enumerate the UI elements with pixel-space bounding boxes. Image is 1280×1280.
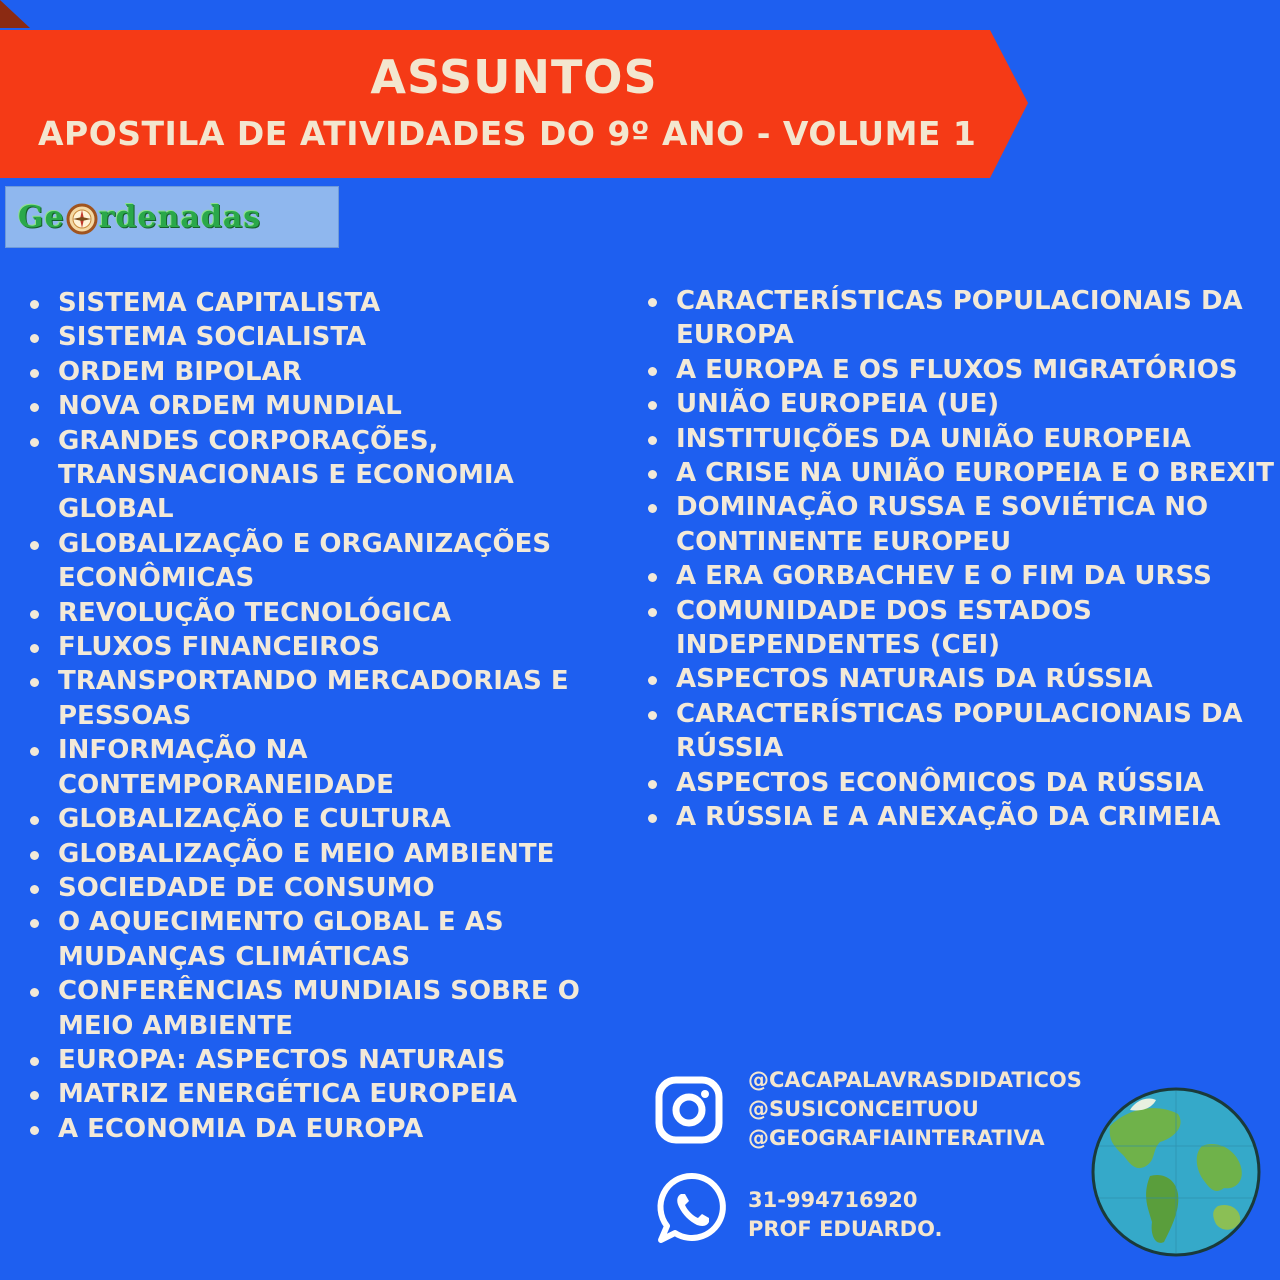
instagram-icon: [655, 1076, 723, 1144]
phone-contact: [748, 1186, 942, 1244]
logo-text-part2: rdenadas: [98, 199, 262, 235]
topics-list-right: [646, 284, 1276, 835]
list-item: A EUROPA E OS FLUXOS MIGRATÓRIOS: [646, 353, 1276, 387]
list-item: A ECONOMIA DA EUROPA: [28, 1112, 608, 1146]
list-item: SISTEMA CAPITALISTA: [28, 286, 608, 320]
compass-icon: [66, 203, 98, 235]
list-item: A CRISE NA UNIÃO EUROPEIA E O BREXIT: [646, 456, 1276, 490]
corner-fold: [0, 0, 30, 28]
page-subtitle: APOSTILA DE ATIVIDADES DO 9º ANO - VOLUME 1: [38, 114, 977, 153]
page-title: ASSUNTOS: [370, 50, 658, 104]
list-item: NOVA ORDEM MUNDIAL: [28, 389, 608, 423]
logo: [5, 186, 339, 248]
list-item: GLOBALIZAÇÃO E CULTURA: [28, 802, 608, 836]
list-item: ASPECTOS NATURAIS DA RÚSSIA: [646, 662, 1276, 696]
list-item: A RÚSSIA E A ANEXAÇÃO DA CRIMEIA: [646, 800, 1276, 834]
globe-icon: [1090, 1086, 1262, 1258]
list-item: O AQUECIMENTO GLOBAL E AS MUDANÇAS CLIMÁTICAS: [28, 905, 608, 974]
logo-text: [18, 200, 261, 235]
list-item: REVOLUÇÃO TECNOLÓGICA: [28, 596, 608, 630]
instagram-handles: [748, 1066, 1082, 1153]
whatsapp-icon: [653, 1170, 731, 1248]
logo-text-part1: Ge: [18, 199, 65, 235]
list-item: TRANSPORTANDO MERCADORIAS E PESSOAS: [28, 664, 608, 733]
list-item: GLOBALIZAÇÃO E ORGANIZAÇÕES ECONÔMICAS: [28, 527, 608, 596]
list-item: FLUXOS FINANCEIROS: [28, 630, 608, 664]
list-item: EUROPA: ASPECTOS NATURAIS: [28, 1043, 608, 1077]
list-item: CARACTERÍSTICAS POPULACIONAIS DA EUROPA: [646, 284, 1276, 353]
instagram-handle[interactable]: @GEOGRAFIAINTERATIVA: [748, 1126, 1045, 1150]
list-item: ORDEM BIPOLAR: [28, 355, 608, 389]
list-item: INFORMAÇÃO NA CONTEMPORANEIDADE: [28, 733, 608, 802]
list-item: SOCIEDADE DE CONSUMO: [28, 871, 608, 905]
list-item: CARACTERÍSTICAS POPULACIONAIS DA RÚSSIA: [646, 697, 1276, 766]
list-item: DOMINAÇÃO RUSSA E SOVIÉTICA NO CONTINENTE EUROPEU: [646, 490, 1276, 559]
phone-number[interactable]: 31-994716920: [748, 1188, 918, 1212]
list-item: SISTEMA SOCIALISTA: [28, 320, 608, 354]
teacher-name: PROF EDUARDO.: [748, 1217, 943, 1241]
list-item: CONFERÊNCIAS MUNDIAIS SOBRE O MEIO AMBIENTE: [28, 974, 608, 1043]
list-item: UNIÃO EUROPEIA (UE): [646, 387, 1276, 421]
list-item: MATRIZ ENERGÉTICA EUROPEIA: [28, 1077, 608, 1111]
list-item: A ERA GORBACHEV E O FIM DA URSS: [646, 559, 1276, 593]
list-item: GLOBALIZAÇÃO E MEIO AMBIENTE: [28, 837, 608, 871]
list-item: ASPECTOS ECONÔMICOS DA RÚSSIA: [646, 766, 1276, 800]
instagram-handle[interactable]: @CACAPALAVRASDIDATICOS: [748, 1068, 1082, 1092]
list-item: INSTITUIÇÕES DA UNIÃO EUROPEIA: [646, 422, 1276, 456]
list-item: GRANDES CORPORAÇÕES, TRANSNACIONAIS E ECONOMIA GLOBAL: [28, 424, 608, 527]
topics-list-left: [28, 286, 608, 1146]
list-item: COMUNIDADE DOS ESTADOS INDEPENDENTES (CEI): [646, 594, 1276, 663]
header-banner: [0, 30, 1028, 178]
instagram-handle[interactable]: @SUSICONCEITUOU: [748, 1097, 979, 1121]
